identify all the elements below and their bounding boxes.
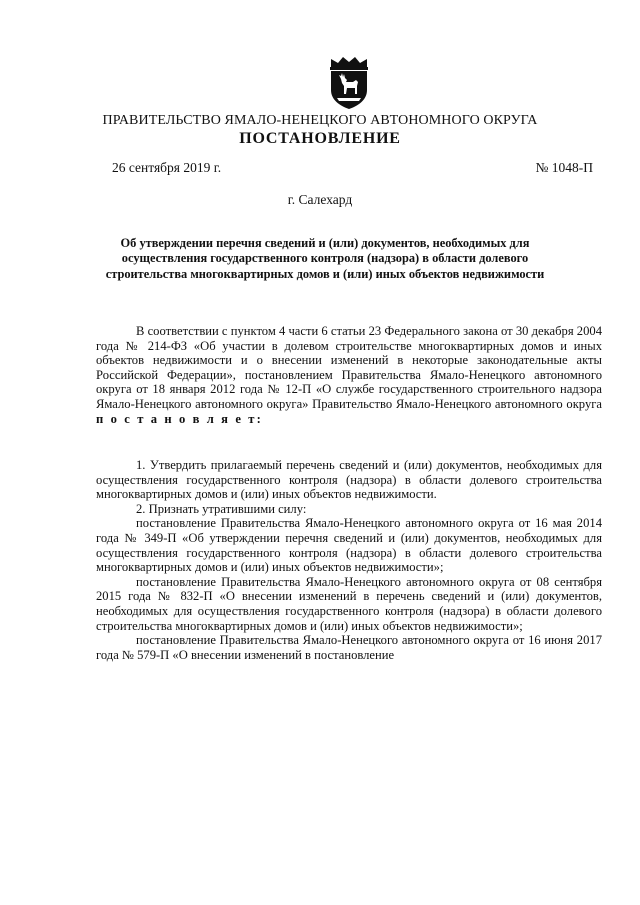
government-name: ПРАВИТЕЛЬСТВО ЯМАЛО-НЕНЕЦКОГО АВТОНОМНОГО ОКРУГА	[102, 113, 538, 128]
item-2-heading: 2. Признать утратившими силу:	[136, 501, 307, 516]
item-1-paragraph: 1. Утвердить прилагаемый перечень сведений и (или) документов, необходимых для осуществления государственного контроля (надзора) в области долевого строительства многоквартирных домов и (или) иных объектов недвижимости.	[96, 458, 602, 502]
decree-items	[96, 458, 602, 662]
document-city: г. Салехард	[287, 192, 353, 207]
document-date: 26 сентября 2019 г.	[112, 160, 222, 175]
preamble-paragraph	[96, 324, 602, 426]
repealed-act-579: постановление Правительства Ямало-Ненецкого автономного округа от 16 июня 2017 года № 579-П «О внесении изменений в постановление	[96, 633, 602, 662]
repealed-act-832: постановление Правительства Ямало-Ненецкого автономного округа от 08 сентября 2015 года № 832-П «О внесении изменений в перечень сведений и (или) документов, необходимых для осуществления государственного контроля (надзора) в области долевого строительства многоквартирных домов и (или) иных объектов недвижимости»;	[96, 574, 602, 633]
repealed-act-349: постановление Правительства Ямало-Ненецкого автономного округа от 16 мая 2014 года № 349-П «Об утверждении перечня сведений и (или) документов, необходимых для осуществления государственного контроля (надзора) в области долевого строительства многоквартирных домов и (или) иных объектов недвижимости»;	[96, 516, 602, 575]
document-type-title: ПОСТАНОВЛЕНИЕ	[239, 130, 401, 147]
emblem-shield	[331, 71, 367, 109]
decree-word: п о с т а н о в л я е т:	[96, 411, 263, 426]
document-number: № 1048-П	[535, 160, 593, 175]
preamble-text: В соответствии с пунктом 4 части 6 статьи 23 Федерального закона от 30 декабря 2004 года № 214-ФЗ «Об участии в долевом строительстве многоквартирных домов и иных объектов недвижимости и о внесении изменений в некоторые законодательные акты Российской Федерации», постановлением Правительства Ямало-Ненецкого автономного округа от 18 января 2012 года № 12-П «О службе государственного строительного надзора Ямало-Ненецкого автономного округа» Правительство Ямало-Ненецкого автономного округа	[96, 324, 602, 411]
emblem-crown	[330, 57, 368, 70]
document-subject: Об утверждении перечня сведений и (или) документов, необходимых для осуществления государственного контроля (надзора) в области долевого строительства многоквартирных домов и (или) иных объектов недвижимости	[105, 236, 545, 281]
coat-of-arms-emblem	[327, 56, 371, 110]
preamble-block	[96, 324, 602, 426]
